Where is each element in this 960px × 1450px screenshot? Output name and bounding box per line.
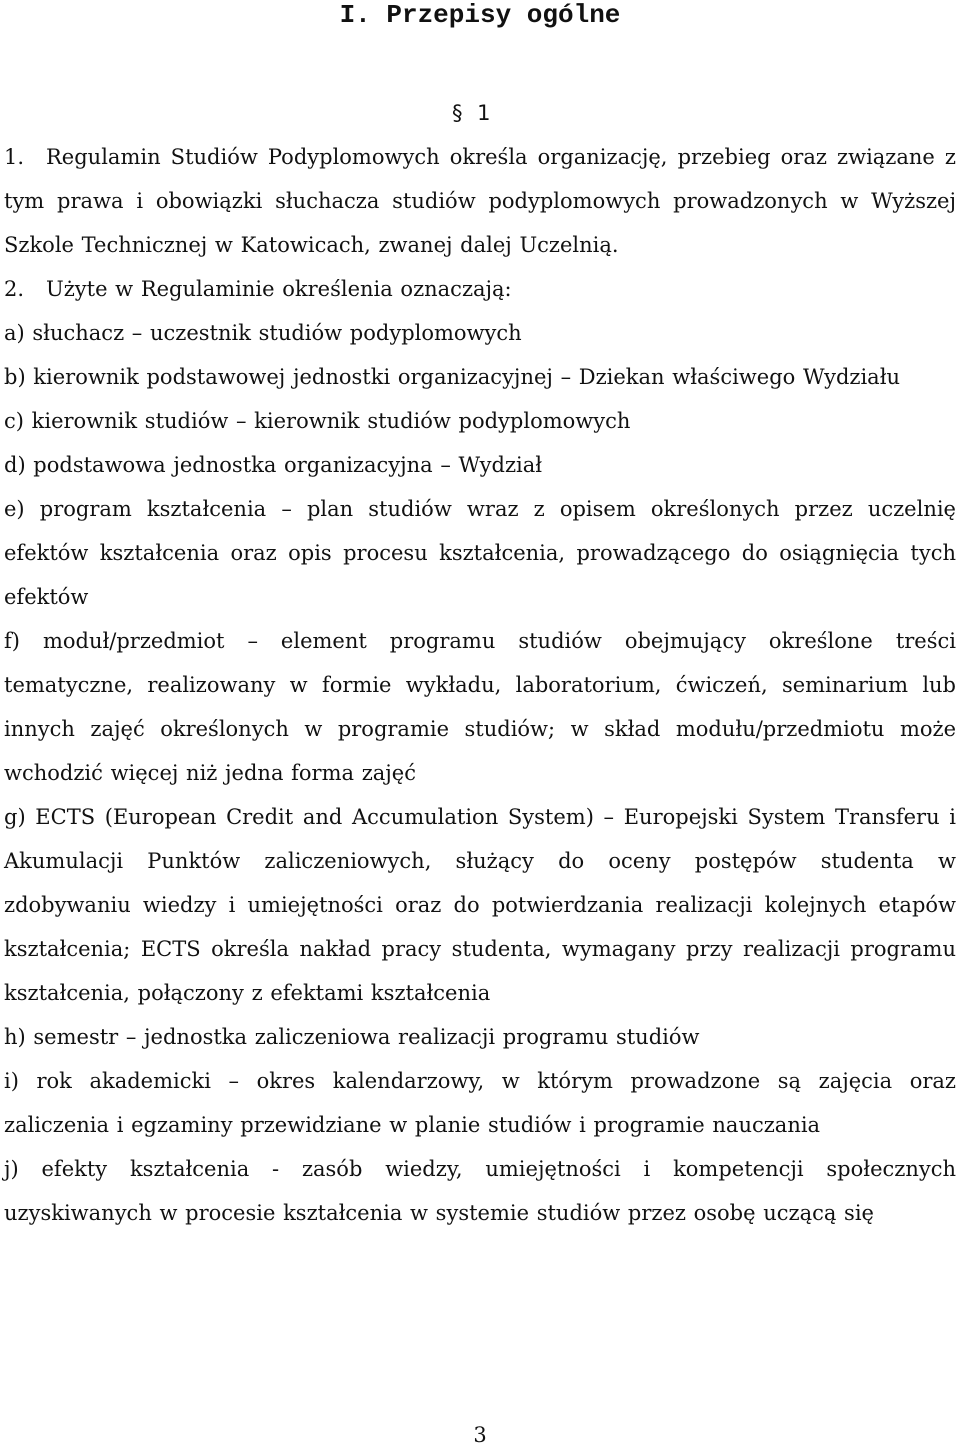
definition-a: a) słuchacz – uczestnik studiów podyplomowych [4, 321, 522, 345]
definition-c: c) kierownik studiów – kierownik studiów podyplomowych [4, 409, 631, 433]
definition-h: h) semestr – jednostka zaliczeniowa realizacji programu studiów [4, 1025, 700, 1049]
definition-e: e) program kształcenia – plan studiów wraz z opisem określonych przez uczelnię efektów kształcenia oraz opis procesu kształcenia, prowadzącego do osiągnięcia tych efektów [4, 497, 956, 609]
document-body [4, 135, 956, 1235]
page-number: 3 [473, 1423, 487, 1447]
paragraph-text: Regulamin Studiów Podyplomowych określa organizację, przebieg oraz związane z tym prawa i obowiązki słuchacza studiów podyplomowych prowadzonych w Wyższej Szkole Technicznej w Katowicach, zwanej dalej Uczelnią. [4, 145, 956, 257]
paragraph-number: 2. [4, 277, 25, 301]
definition-i: i) rok akademicki – okres kalendarzowy, w którym prowadzone są zajęcia oraz zaliczenia i egzaminy przewidziane w planie studiów i programie nauczania [4, 1069, 956, 1137]
paragraph-1 [4, 135, 956, 267]
paragraph-text: Użyte w Regulaminie określenia oznaczają: [46, 277, 512, 301]
paragraph-2 [4, 267, 956, 311]
definition-j: j) efekty kształcenia - zasób wiedzy, umiejętności i kompetencji społecznych uzyskiwanych w procesie kształcenia w systemie studiów przez osobę uczącą się [4, 1157, 956, 1225]
document-page [4, 0, 956, 1446]
definition-b: b) kierownik podstawowej jednostki organizacyjnej – Dziekan właściwego Wydziału [4, 365, 901, 389]
definition-f: f) moduł/przedmiot – element programu studiów obejmujący określone treści tematyczne, realizowany w formie wykładu, laboratorium, ćwiczeń, seminarium lub innych zajęć określonych w programie studiów; w skład modułu/przedmiotu może wchodzić więcej niż jedna forma zajęć [4, 629, 956, 785]
chapter-title: I. Przepisy ogólne [339, 0, 621, 30]
definition-g: g) ECTS (European Credit and Accumulation System) – Europejski System Transferu i Akumulacji Punktów zaliczeniowych, służący do oceny postępów studenta w zdobywaniu wiedzy i umiejętności oraz do potwierdzania realizacji kolejnych etapów kształcenia; ECTS określa nakład pracy studenta, wymagany przy realizacji programu kształcenia, połączony z efektami kształcenia [4, 805, 956, 1005]
definition-d: d) podstawowa jednostka organizacyjna – Wydział [4, 453, 543, 477]
section-mark: § 1 [452, 101, 495, 125]
paragraph-number: 1. [4, 145, 25, 169]
